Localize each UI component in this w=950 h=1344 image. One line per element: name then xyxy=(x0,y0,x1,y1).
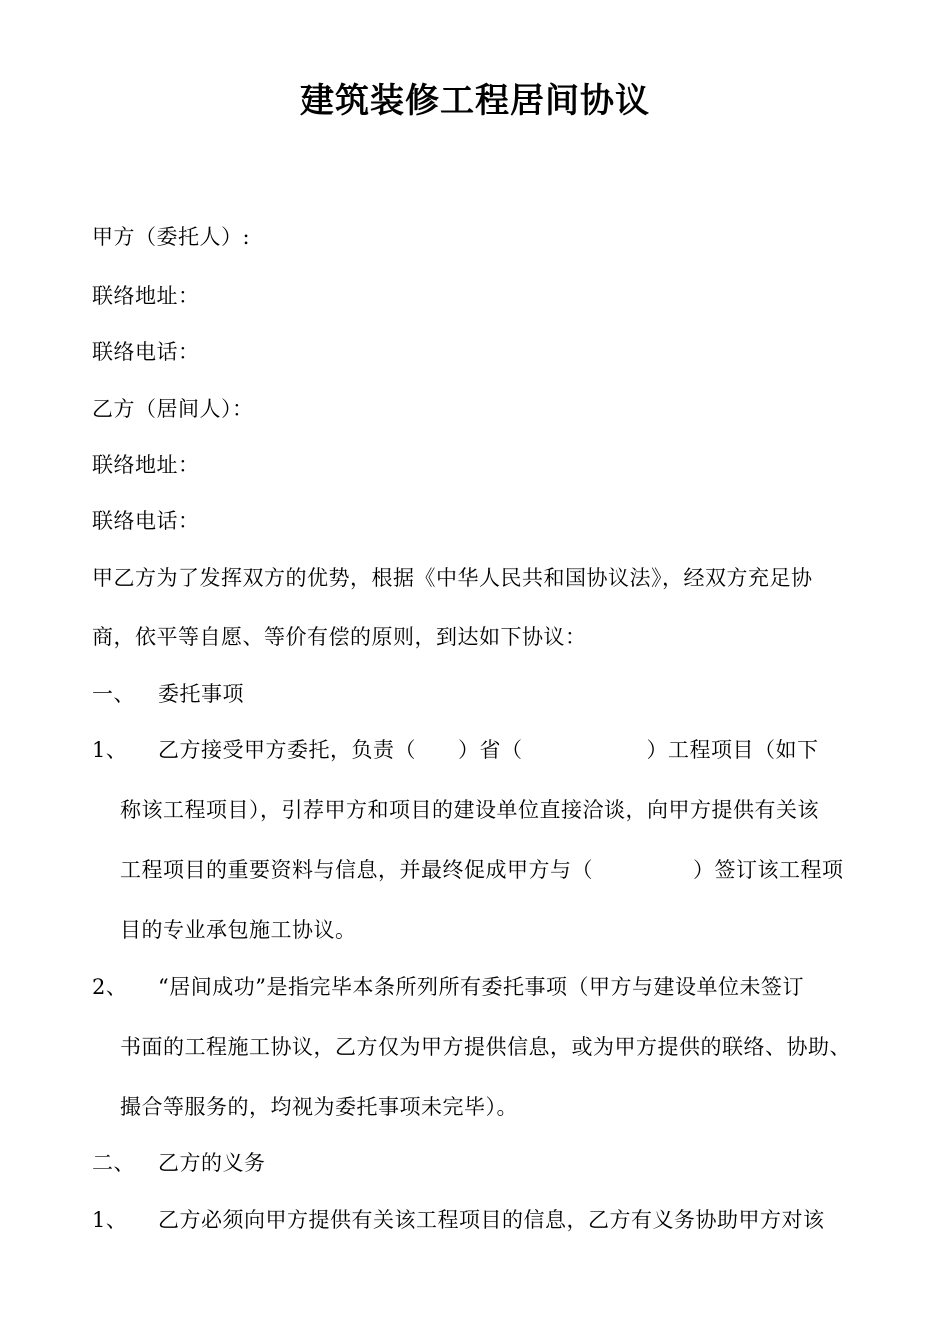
section-1-heading xyxy=(92,679,244,709)
item-text: “居间成功”是指完毕本条所列所有委托事项（甲方与建设单位未签订 xyxy=(158,975,804,999)
item-text: ）签订该工程项 xyxy=(693,858,844,882)
party-a-phone-label: 联络电话： xyxy=(92,340,200,364)
section-1-item-1-line-4: 目的专业承包施工协议。 xyxy=(120,918,357,942)
party-b-phone-label: 联络电话： xyxy=(92,509,200,533)
preamble-line-1: 甲乙方为了发挥双方的优势，根据《中华人民共和国协议法》，经双方充足协 xyxy=(92,566,813,590)
item-number: 1、 xyxy=(92,738,128,762)
item-number: 1、 xyxy=(92,1208,128,1232)
item-text: 乙方必须向甲方提供有关该工程项目的信息，乙方有义务协助甲方对该 xyxy=(158,1208,825,1232)
section-2-heading xyxy=(92,1148,266,1178)
section-1-item-1-line-1 xyxy=(92,735,819,765)
section-1-item-2-line-2: 书面的工程施工协议，乙方仅为甲方提供信息，或为甲方提供的联络、协助、 xyxy=(120,1035,851,1059)
section-1-item-2-line-1 xyxy=(92,972,804,1002)
section-2-number: 二、 xyxy=(92,1151,135,1175)
section-1-item-1-line-3 xyxy=(120,855,844,885)
party-b-address-label: 联络地址： xyxy=(92,453,200,477)
section-1-title: 委托事项 xyxy=(158,682,244,706)
item-text: ）省（ xyxy=(458,738,523,762)
party-a-label: 甲方（委托人）: xyxy=(92,225,251,249)
item-number: 2、 xyxy=(92,975,128,999)
item-text: 乙方接受甲方委托，负责（ xyxy=(158,738,416,762)
party-b-label: 乙方（居间人）： xyxy=(92,397,254,421)
section-2-title: 乙方的义务 xyxy=(158,1151,266,1175)
preamble-line-2: 商，依平等自愿、等价有偿的原则，到达如下协议： xyxy=(92,625,587,649)
section-1-item-1-line-2: 称该工程项目），引荐甲方和项目的建设单位直接洽谈，向甲方提供有关该 xyxy=(120,798,819,822)
section-1-number: 一、 xyxy=(92,682,135,706)
section-1-item-2-line-3: 撮合等服务的，均视为委托事项未完毕）。 xyxy=(120,1095,518,1119)
section-2-item-1-line-1 xyxy=(92,1205,825,1235)
item-text: ）工程项目（如下 xyxy=(646,738,819,762)
document-title: 建筑装修工程居间协议 xyxy=(300,81,650,121)
item-text: 工程项目的重要资料与信息，并最终促成甲方与（ xyxy=(120,858,593,882)
party-a-address-label: 联络地址： xyxy=(92,284,200,308)
